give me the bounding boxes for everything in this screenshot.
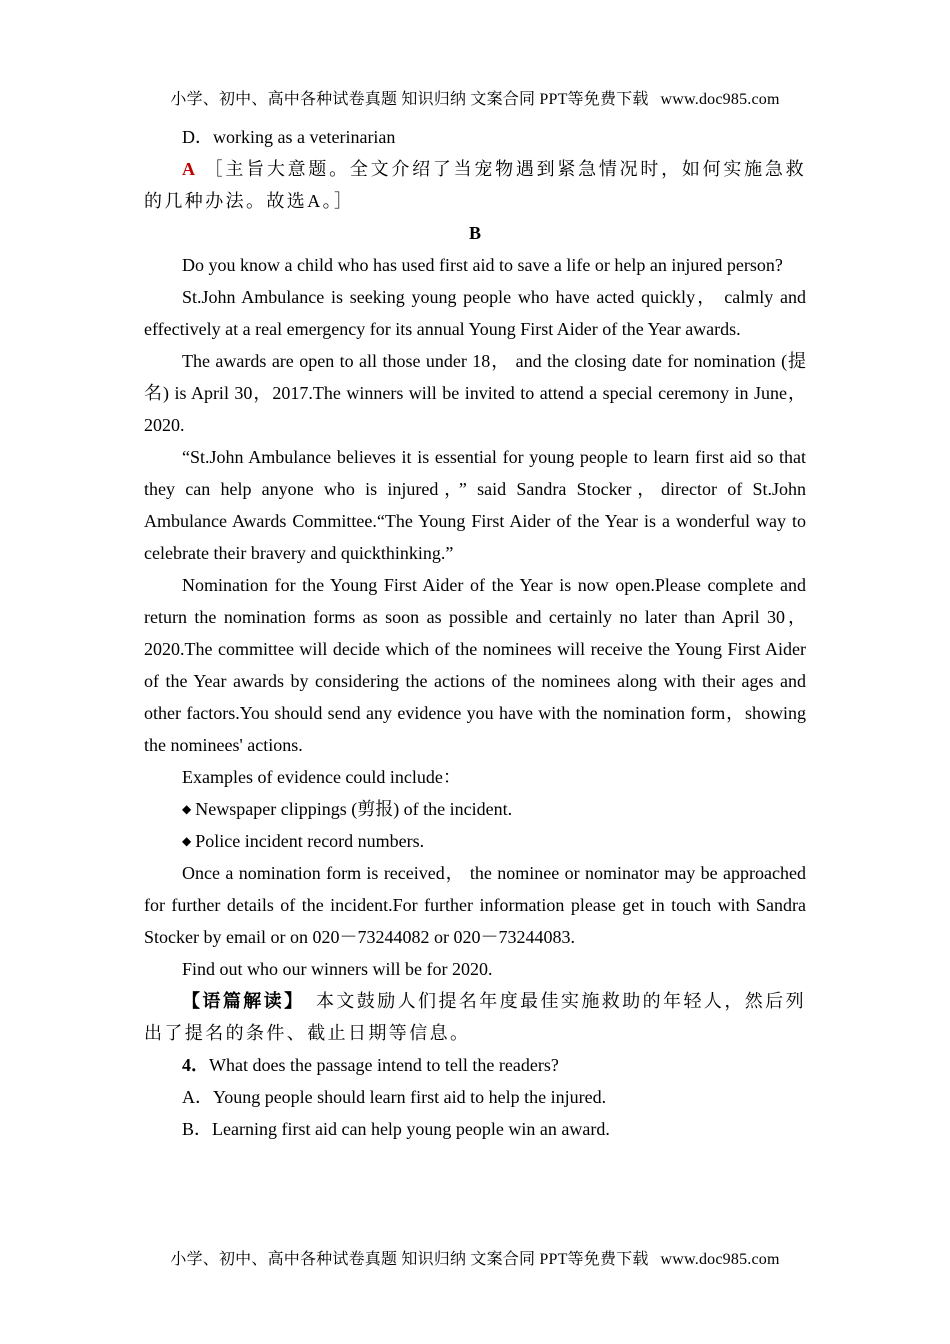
paragraph-4: “St.John Ambulance believes it is essential for young people to learn first aid so that they can help anyone who is injured，” said Sandra Stocker，director of St.John Ambulance Awards Committee.“The Young First Aider of the Year is a wonderful way to celebrate their bravery and quickthinking.” bbox=[144, 447, 806, 563]
paragraph-3: The awards are open to all those under 18， and the closing date for nomination (提名) is April 30，2017.The winners will be invited to attend a special ceremony in June，2020. bbox=[144, 351, 806, 435]
option-d: D．working as a veterinarian bbox=[182, 127, 396, 147]
section-title: B bbox=[468, 223, 481, 243]
question-4 bbox=[144, 1049, 806, 1081]
document-body bbox=[144, 121, 806, 1145]
question-option-a: A．Young people should learn first aid to help the injured. bbox=[182, 1087, 607, 1107]
passage-summary bbox=[144, 985, 806, 1049]
list-item bbox=[144, 793, 806, 825]
header-url[interactable]: www.doc985.com bbox=[660, 91, 780, 108]
question-option-b: B．Learning first aid can help young people win an award. bbox=[182, 1119, 610, 1139]
footer-text: 小学、初中、高中各种试卷真题 知识归纳 文案合同 PPT等免费下载 bbox=[170, 1251, 649, 1268]
paragraph-7: Once a nomination form is received， the nominee or nominator may be approached for further details of the incident.For further information please get in touch with Sandra Stocker by email or on 020－73244082 or 020－73244083. bbox=[144, 863, 806, 947]
diamond-bullet-icon: ◆ bbox=[182, 802, 192, 816]
list-item-text: Police incident record numbers. bbox=[195, 831, 425, 851]
paragraph-1: Do you know a child who has used first aid to save a life or help an injured person? bbox=[182, 255, 783, 275]
diamond-bullet-icon: ◆ bbox=[182, 834, 192, 848]
list-item bbox=[144, 825, 806, 857]
paragraph-5: Nomination for the Young First Aider of the Year is now open.Please complete and return the nomination forms as soon as possible and certainly no later than April 30， 2020.The committee will decide which of the nominees will receive the Young First Aider of the Year awards by considering the actions of the nominees along with their ages and other factors.You should send any evidence you have with the nomination form，showing the nominees' actions. bbox=[144, 575, 806, 755]
footer-url[interactable]: www.doc985.com bbox=[660, 1251, 780, 1268]
paragraph-6: Examples of evidence could include： bbox=[182, 767, 461, 787]
answer-explain-text: ［主旨大意题。全文介绍了当宠物遇到紧急情况时，如何实施急救的几种办法。故选A。］ bbox=[144, 159, 806, 211]
list-item-text: Newspaper clippings (剪报) of the incident. bbox=[195, 799, 513, 819]
paragraph-8: Find out who our winners will be for 2020. bbox=[182, 959, 493, 979]
answer-letter: A bbox=[182, 159, 198, 179]
summary-text: 本文鼓励人们提名年度最佳实施救助的年轻人，然后列出了提名的条件、截止日期等信息。 bbox=[144, 991, 806, 1043]
header-text: 小学、初中、高中各种试卷真题 知识归纳 文案合同 PPT等免费下载 bbox=[170, 91, 649, 108]
paragraph-2: St.John Ambulance is seeking young people who have acted quickly， calmly and effectively at a real emergency for its annual Young First Aider of the Year awards. bbox=[144, 287, 806, 339]
summary-tag: 【语篇解读】 bbox=[182, 991, 296, 1011]
answer-explanation bbox=[144, 153, 806, 217]
question-number: 4． bbox=[182, 1055, 209, 1075]
page-header bbox=[0, 86, 950, 109]
page-footer bbox=[0, 1246, 950, 1269]
question-stem: What does the passage intend to tell the readers? bbox=[209, 1055, 559, 1075]
